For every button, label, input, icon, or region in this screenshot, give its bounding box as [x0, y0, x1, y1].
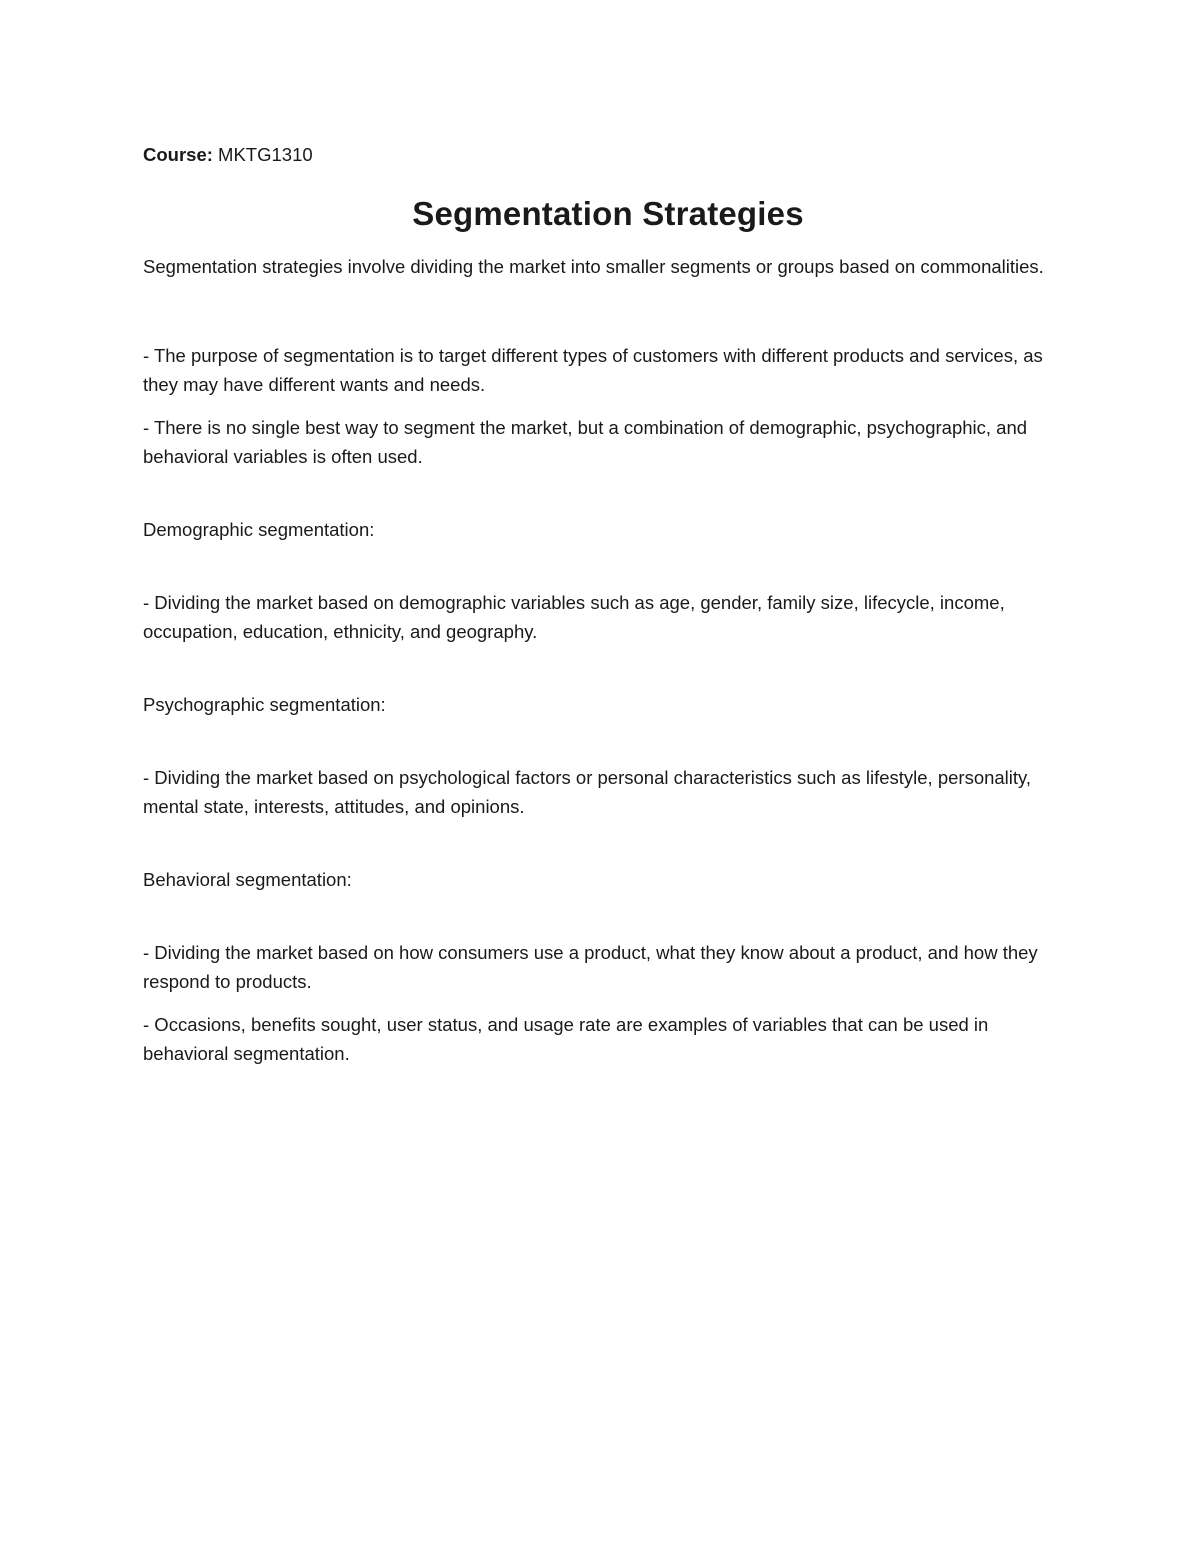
course-label: Course:	[143, 144, 213, 165]
spacer	[143, 646, 1073, 690]
intro-paragraph: Segmentation strategies involve dividing the market into smaller segments or groups based on commonalities.	[143, 256, 1044, 277]
spacer	[143, 399, 1073, 413]
spacer	[143, 821, 1073, 865]
general-bullet-1: - The purpose of segmentation is to target different types of customers with different products and services, as they may have different wants and needs.	[143, 345, 1043, 395]
document-content	[143, 140, 1073, 1068]
section-heading-demographic: Demographic segmentation:	[143, 519, 375, 540]
psychographic-bullet-1: - Dividing the market based on psychological factors or personal characteristics such as lifestyle, personality, mental state, interests, attitudes, and opinions.	[143, 767, 1032, 817]
spacer	[143, 719, 1073, 763]
demographic-bullet-1: - Dividing the market based on demographic variables such as age, gender, family size, lifecycle, income, occupation, education, ethnicity, and geography.	[143, 592, 1005, 642]
general-bullet-2: - There is no single best way to segment the market, but a combination of demographic, psychographic, and behavioral variables is often used.	[143, 417, 1028, 467]
section-heading-behavioral: Behavioral segmentation:	[143, 869, 352, 890]
course-value: MKTG1310	[218, 144, 313, 165]
spacer	[143, 281, 1073, 341]
spacer	[143, 544, 1073, 588]
spacer	[143, 471, 1073, 515]
behavioral-bullet-1: - Dividing the market based on how consumers use a product, what they know about a product, and how they respond to products.	[143, 942, 1038, 992]
spacer	[143, 894, 1073, 938]
document-title: Segmentation Strategies	[412, 195, 804, 232]
course-line	[143, 140, 1073, 174]
spacer	[143, 996, 1073, 1010]
section-heading-psychographic: Psychographic segmentation:	[143, 694, 386, 715]
behavioral-bullet-2: - Occasions, benefits sought, user status, and usage rate are examples of variables that can be used in behavioral segmentation.	[143, 1014, 989, 1064]
